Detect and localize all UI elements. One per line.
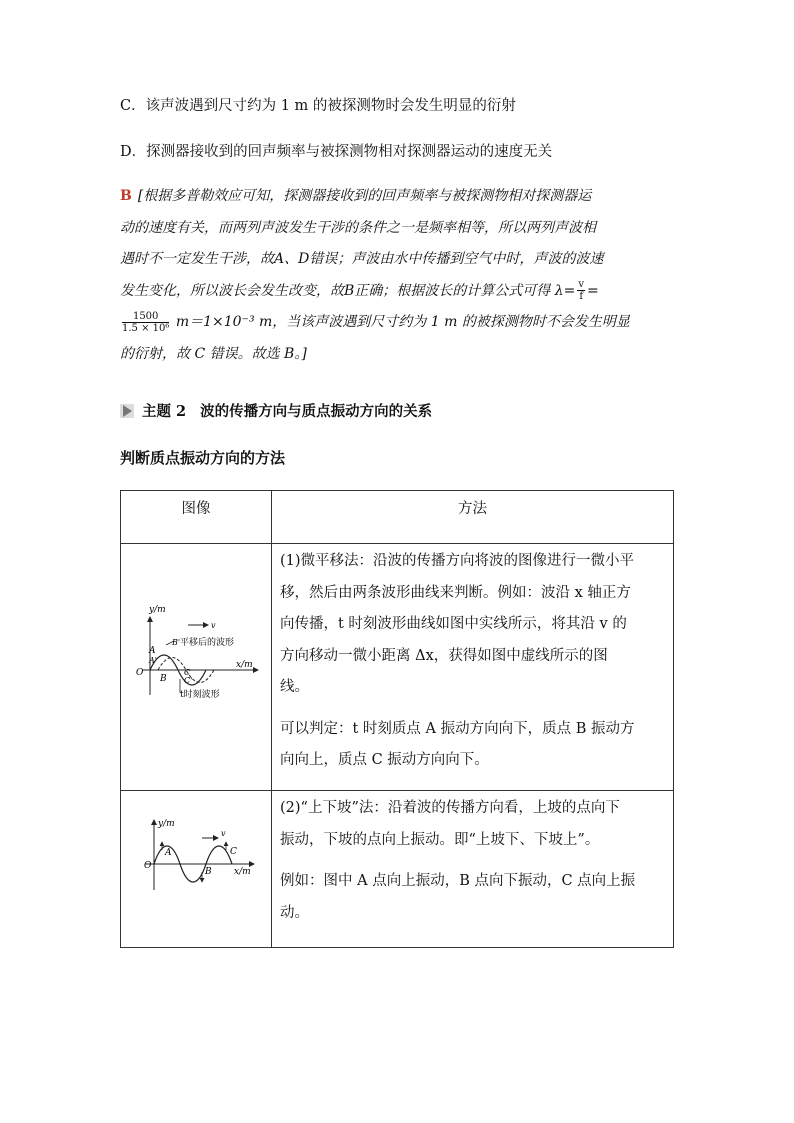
topic-title: 波的传播方向与质点振动方向的关系 bbox=[200, 403, 433, 420]
method1-line2: 移，然后由两条波形曲线来判断。例如：波沿 x 轴正方 bbox=[280, 584, 631, 601]
method1-line4: 方向移动一微小距离 Δx，获得如图中虚线所示的图 bbox=[280, 647, 608, 664]
slope-method-figure bbox=[122, 792, 270, 942]
fig2-xlabel: x/m bbox=[234, 867, 251, 877]
option-c: C．该声波遇到尺寸约为 1 m 的被探测物时会发生明显的衍射 bbox=[120, 98, 516, 114]
figure-cell-1 bbox=[121, 544, 272, 791]
fraction-numerator: 1500 bbox=[122, 311, 169, 323]
method1-line1: (1)微平移法：沿波的传播方向将波的图像进行一微小平 bbox=[280, 553, 635, 569]
play-arrow-icon bbox=[120, 404, 134, 418]
answer-line-1 bbox=[120, 181, 676, 213]
fig1-xlabel: x/m bbox=[236, 660, 253, 670]
method-cell-2 bbox=[272, 791, 674, 948]
answer-line-5 bbox=[120, 307, 676, 339]
answer-equals: = bbox=[587, 282, 599, 299]
method1-line6: 可以判定：t 时刻质点 A 振动方向向下，质点 B 振动方 bbox=[280, 720, 635, 737]
answer-line-4 bbox=[120, 276, 676, 308]
answer-text-1: [根据多普勒效应可知，探测器接收到的回声频率与被探测物相对探测器运 bbox=[137, 188, 592, 204]
fig1-shifted-label: 平移后的波形 bbox=[180, 638, 235, 648]
fig2-c: C bbox=[230, 847, 237, 857]
fraction-v: v bbox=[578, 279, 584, 290]
fraction-wavelength bbox=[122, 311, 169, 334]
method-cell-1 bbox=[272, 544, 674, 791]
fig2-ylabel: y/m bbox=[158, 819, 175, 829]
fig1-ylabel: y/m bbox=[149, 605, 166, 615]
answer-text-5: m＝1×10⁻³ m，当该声波遇到尺寸约为 1 m 的被探测物时不会发生明显 bbox=[175, 314, 630, 330]
header-image: 图像 bbox=[121, 491, 272, 544]
table-row bbox=[121, 544, 674, 791]
figure-cell-2 bbox=[121, 791, 272, 948]
wave-shift-figure bbox=[122, 545, 270, 785]
header-method: 方法 bbox=[272, 491, 674, 544]
fig2-v: v bbox=[221, 829, 226, 838]
section-subheading: 判断质点振动方向的方法 bbox=[120, 449, 286, 467]
fig1-b2: B' bbox=[172, 638, 181, 647]
answer-line-2: 动的速度有关，而两列声波发生干涉的条件之一是频率相等，所以两列声波相 bbox=[120, 219, 596, 236]
answer-letter: B bbox=[120, 188, 132, 204]
method2-line3: 例如：图中 A 点向上振动，B 点向下振动，C 点向上振 bbox=[280, 873, 636, 889]
answer-line-3: 遇时不一定发生干涉，故A、D错误；声波由水中传播到空气中时，声波的波速 bbox=[120, 251, 604, 267]
method-table bbox=[120, 490, 674, 948]
method2-line4: 动。 bbox=[280, 904, 309, 921]
fraction-f: f bbox=[579, 291, 584, 302]
fig1-c: C bbox=[184, 668, 191, 677]
fig2-b: B bbox=[205, 867, 212, 877]
fig1-a2: A' bbox=[149, 656, 157, 665]
fig2-a: A bbox=[165, 848, 172, 858]
method1-line5: 线。 bbox=[280, 679, 309, 695]
method1-line7: 向向上，质点 C 振动方向向下。 bbox=[280, 752, 489, 768]
fig2-origin: O bbox=[144, 861, 152, 871]
spacer bbox=[280, 704, 667, 714]
fig1-c2: C' bbox=[184, 676, 193, 685]
fraction-denominator: 1.5 × 10⁶ bbox=[122, 322, 170, 334]
fraction-v-over-f bbox=[577, 279, 585, 302]
topic-heading bbox=[120, 400, 432, 421]
method2-line1: (2)“上下坡”法：沿着波的传播方向看，上坡的点向下 bbox=[280, 800, 620, 816]
table-header-row bbox=[121, 491, 674, 544]
option-d: D．探测器接收到的回声频率与被探测物相对探测器运动的速度无关 bbox=[120, 144, 553, 160]
spacer bbox=[280, 856, 667, 866]
answer-line-6: 的衍射，故 C 错误。故选 B。] bbox=[120, 345, 307, 362]
table-row bbox=[121, 791, 674, 948]
fig1-a: A bbox=[149, 646, 156, 656]
topic-number: 主题 2 bbox=[142, 403, 187, 420]
method2-line2: 振动，下坡的点向上振动。即“上坡下、下坡上”。 bbox=[280, 831, 600, 848]
fig1-origin: O bbox=[136, 668, 144, 678]
answer-text-4: 发生变化，所以波长会发生改变，故B正确；根据波长的计算公式可得 λ= bbox=[120, 282, 576, 299]
fig1-b: B bbox=[160, 674, 167, 684]
fig1-t-label: t时刻波形 bbox=[180, 690, 220, 700]
fig1-v: v bbox=[211, 621, 216, 630]
method1-line3: 向传播，t 时刻波形曲线如图中实线所示，将其沿 v 的 bbox=[280, 616, 627, 632]
answer-explanation bbox=[120, 181, 676, 370]
